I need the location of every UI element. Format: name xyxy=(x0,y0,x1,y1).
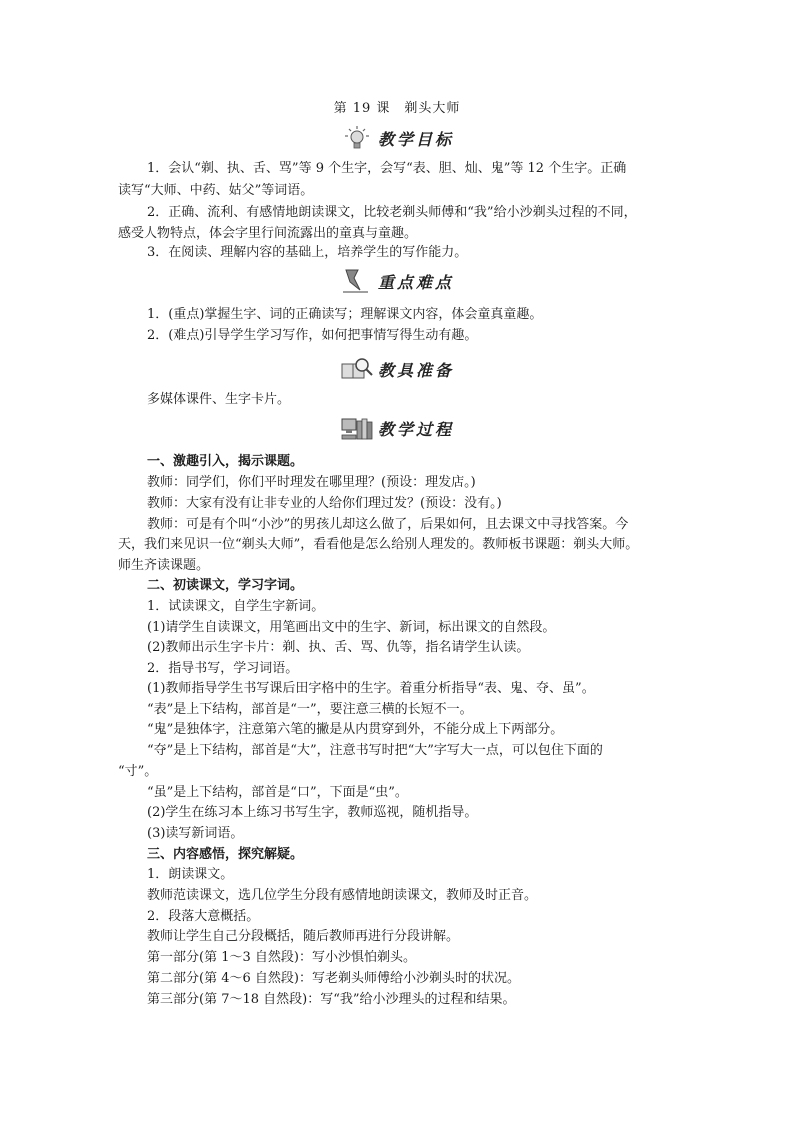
paragraph-line: 教师：可是有个叫“小沙”的男孩儿却这么做了，后果如何，且去课文中寻找答案。今 xyxy=(147,517,629,532)
section-step-heading: 二、初读课文，学习字词。 xyxy=(147,578,304,593)
paragraph-line: (1)请学生自读课文，用笔画出文中的生字、新词，标出课文的自然段。 xyxy=(147,620,556,635)
paragraph-line: (2)教师出示生字卡片：剃、执、舌、骂、仇等，指名请学生认读。 xyxy=(147,640,530,655)
paragraph-line: 第一部分(第 1～3 自然段)：写小沙惧怕剃头。 xyxy=(147,950,416,965)
section-step-heading: 一、激趣引入，揭示课题。 xyxy=(147,454,304,469)
heading-text: 教学过程 xyxy=(377,419,454,439)
section-heading-objectives xyxy=(0,124,794,152)
paragraph-line: 教师范读课文，选几位学生分段有感情地朗读课文，教师及时正音。 xyxy=(147,888,538,903)
paragraph-line: 2．正确、流利、有感情地朗读课文，比较老剃头师傅和“我”给小沙剃头过程的不同， xyxy=(147,205,637,220)
paragraph-line: “鬼”是独体字，注意第六笔的撇是从内贯穿到外，不能分成上下两部分。 xyxy=(147,722,564,737)
paragraph-line: 感受人物特点，体会字里行间流露出的童真与童趣。 xyxy=(118,226,418,241)
section-heading-process xyxy=(0,414,794,442)
paragraph-line: 师生齐读课题。 xyxy=(118,558,210,573)
paragraph-line: 1．试读课文，自学生字新词。 xyxy=(147,599,325,614)
paragraph-line: 教师让学生自己分段概括，随后教师再进行分段讲解。 xyxy=(147,929,460,944)
paragraph-line: “虽”是上下结构，部首是“口”，下面是“虫”。 xyxy=(147,785,408,800)
paragraph-line: “表”是上下结构，部首是“一”，要注意三横的长短不一。 xyxy=(147,702,473,717)
paragraph-line: 第三部分(第 7～18 自然段)：写“我”给小沙理头的过程和结果。 xyxy=(147,992,516,1007)
paragraph-line: 多媒体课件、生字卡片。 xyxy=(147,392,291,407)
paragraph-line: “夺”是上下结构，部首是“大”，注意书写时把“大”字写大一点，可以包住下面的 xyxy=(147,743,603,758)
heading-text: 教学目标 xyxy=(377,129,454,149)
paragraph-line: 1．朗读课文。 xyxy=(147,867,234,882)
paragraph-line: 3．在阅读、理解内容的基础上，培养学生的写作能力。 xyxy=(147,245,468,260)
paragraph-line: (3)读写新词语。 xyxy=(147,826,244,841)
page-title: 第 19 课 剃头大师 xyxy=(333,101,461,116)
paragraph-line: 教师：同学们，你们平时理发在哪里理？(预设：理发店。) xyxy=(147,475,476,490)
heading-text: 重点难点 xyxy=(377,272,454,292)
section-heading-materials xyxy=(0,355,794,383)
paragraph-line: 第二部分(第 4～6 自然段)：写老剃头师傅给小沙剃头时的状况。 xyxy=(147,971,520,986)
section-step-heading: 三、内容感悟，探究解疑。 xyxy=(147,847,304,862)
paragraph-line: (1)教师指导学生书写课后田字格中的生字。着重分析指导“表、鬼、夺、虽”。 xyxy=(147,681,595,696)
lightbulb-icon xyxy=(340,125,374,151)
paragraph-line: 2．(难点)引导学生学习写作，如何把事情写得生动有趣。 xyxy=(147,328,478,343)
paragraph-line: 2．指导书写，学习词语。 xyxy=(147,661,299,676)
paragraph-line: “寸”。 xyxy=(118,764,158,779)
paragraph-line: 天，我们来见识一位“剃头大师”，看看他是怎么给别人理发的。教师板书课题：剃头大师。 xyxy=(118,537,639,552)
paragraph-line: 读写“大师、中药、姑父”等词语。 xyxy=(118,183,314,198)
computer-books-icon xyxy=(340,415,374,441)
paragraph-line: 教师：大家有没有让非专业的人给你们理过发？(预设：没有。) xyxy=(147,496,502,511)
magnifier-book-icon xyxy=(340,356,374,382)
heading-text: 教具准备 xyxy=(377,360,454,380)
paragraph-line: (2)学生在练习本上练习书写生字，教师巡视，随机指导。 xyxy=(147,805,478,820)
paragraph-line: 1．(重点)掌握生字、词的正确读写；理解课文内容，体会童真童趣。 xyxy=(147,307,543,322)
paragraph-line: 1．会认“剃、执、舌、骂”等 9 个生字，会写“表、胆、灿、鬼”等 12 个生字。正确 xyxy=(147,161,627,176)
paragraph-line: 2．段落大意概括。 xyxy=(147,909,260,924)
pen-nib-icon xyxy=(340,268,374,294)
section-heading-key-points xyxy=(0,267,794,295)
